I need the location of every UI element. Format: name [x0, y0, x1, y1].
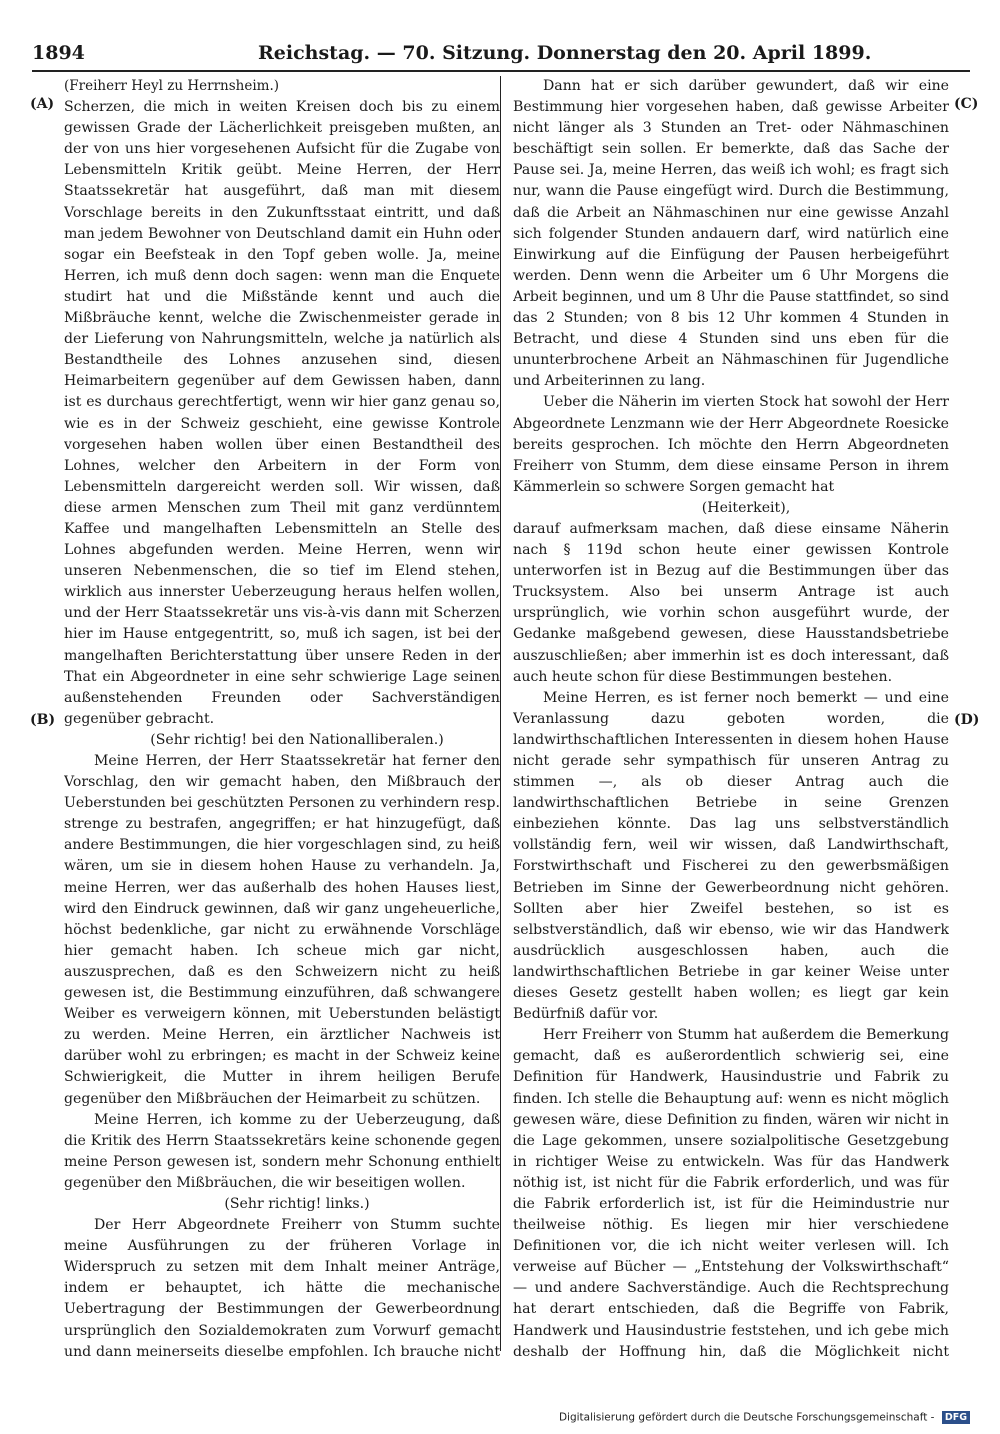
paragraph: Dann hat er sich darüber gewundert, daß wir eine Bestimmung hier vorgesehen haben, daß gewisse Arbeiter nicht länger als 3 Stunden an Tret- oder Nähmaschinen beschäftigt sein sollen. Er bemerkte, daß das Sache der Pause sei. Ja, meine Herren, das weiß ich wohl; es fragt sich nur, wann die Pause eingefügt wird. Durch die Bestimmung, daß die Arbeit an Nähmaschinen nur eine gewisse Anzahl sich folgender Stunden andauern darf, wird natürlich eine Einwirkung auf die Einfügung der Pausen herbeigeführt werden. Denn wenn die Arbeiter um 6 Uhr Morgens die Arbeit beginnen, und um 8 Uhr die Pause stattfindet, so sind das 2 Stunden; von 8 bis 12 Uhr kommen 4 Stunden in Betracht, und diese 4 Stunden sind uns eben für die ununterbrochene Arbeit an Nähmaschinen für Jugendliche und Arbeiterinnen zu lang. — [513, 78, 949, 390]
interjection: (Heiterkeit), — [701, 499, 791, 516]
right-column — [513, 76, 949, 1366]
interjection: (Sehr richtig! bei den Nationalliberalen.) — [150, 731, 444, 748]
footer-text: Digitalisierung gefördert durch die Deutsche Forschungsgemeinschaft - — [558, 1411, 935, 1424]
column-divider — [500, 76, 501, 1351]
dfg-logo: DFG — [942, 1411, 970, 1424]
page-header — [32, 42, 970, 72]
footer — [559, 1411, 970, 1424]
margin-marker-d: (D) — [954, 712, 980, 728]
paragraph: Scherzen, die mich in weiten Kreisen doch bis zu einem gewissen Grade der Lächerlichkeit preisgeben mußten, an der von uns hier vorgesehenen Aufsicht für die Zugabe von Lebensmitteln Kritik geübt. Meine Herren, der Herr Staatssekretär hat ausgeführt, daß man mit diesem Vorschlage bereits in den Zukunftsstaat eintritt, und daß man jedem Bewohner von Deutschland damit ein Huhn oder sogar ein Beefsteak in den Topf geben wolle. Ja, meine Herren, ich muß denn doch sagen: wenn man die Enquete studirt hat und die Mißstände kennt und auch die Mißbräuche kennt, welche die Zwischenmeister gerade in der Lieferung von Nahrungsmitteln, welche ja natürlich als Bestandtheile des Lohnes anzusehen sind, diesen Heimarbeitern gegenüber auf dem Gewissen haben, dann ist es durchaus gerechtfertigt, wenn wir hier ganz genau so, wie es in der Schweiz geschieht, eine gewisse Kontrole vorgesehen haben wollen über einen Bestandtheil des Lohnes, welcher den Arbeitern in der Form von Lebensmitteln dargereicht werden soll. Wir wissen, daß diese armen Menschen zum Theil mit ganz verdünntem Kaffee und mangelhaften Lebensmitteln an Stelle des Lohnes abgefunden werden. Meine Herren, wenn wir unseren Nebenmenschen, die so tief im Elend stehen, wirklich aus innerster Ueberzeugung heraus helfen wollen, und der Herr Staatssekretär uns vis-à-vis dann mit Scherzen hier im Hause entgegentritt, so, muß ich sagen, ist bei der mangelhaften Berichterstattung über unsere Reden in der That ein Abgeordneter in eine sehr schwierige Lage seinen außenstehenden Freunden oder Sachverständigen gegenüber gebracht. — [64, 99, 500, 727]
paragraph: Der Herr Abgeordnete Freiherr von Stumm suchte meine Ausführungen zu der früheren Vorlage in Widerspruch zu setzen mit dem Inhalt meiner Anträge, indem er behauptet, ich hätte die mechanische Uebertragung der Bestimmungen der Gewerbeordnung ursprünglich den Sozialdemokraten zum Vorwurf gemacht und dann meinerseits dieselbe empfohlen. Ich brauche nicht — [64, 1217, 500, 1360]
paragraph: Meine Herren, es ist ferner noch bemerkt — und eine Veranlassung dazu geboten worden, die landwirthschaftlichen Interessenten in diesem hohen Hause nicht gerade sehr sympathisch für unseren Antrag zu stimmen —, als ob dieser Antrag auch die landwirthschaftlichen Betriebe in seine Grenzen einbeziehen könnte. Das lag uns selbstverständlich vollständig fern, weil wir wissen, daß Landwirthschaft, Forstwirthschaft und Fischerei zu den gewerbsmäßigen Betrieben im Sinne der Gewerbeordnung nicht gehören. Sollten aber hier Zweifel bestehen, so ist es selbstverständlich, daß wir ebenso, wie wir das Handwerk ausdrücklich ausgeschlossen haben, auch die landwirthschaftlichen Betriebe in gar keiner Weise unter dieses Gesetz gestellt haben wollen; es liegt gar kein Bedürfniß dafür vor. — [513, 689, 949, 1023]
running-title: Reichstag. — 70. Sitzung. Donnerstag den 20. April 1899. — [258, 42, 872, 64]
margin-marker-b: (B) — [30, 712, 56, 728]
paragraph: Meine Herren, ich komme zu der Ueberzeugung, daß die Kritik des Herrn Staatssekretärs keine schonende gegen meine Person gewesen ist, sondern mehr Schonung enthielt gegenüber den Mißbräuchen, die wir beseitigen wollen. — [64, 1111, 500, 1191]
margin-marker-a: (A) — [30, 96, 55, 112]
paragraph: darauf aufmerksam machen, daß diese einsame Näherin nach § 119d schon heute einer gewissen Kontrole unterworfen ist in Bezug auf die Bestimmungen über das Trucksystem. Also bei unserm Antrage ist auch ursprünglich, wie vorhin schon ausgeführt wurde, der Gedanke maßgebend gewesen, diese Hausstandsbetriebe auszuschließen; aber immerhin ist es doch interessant, daß auch heute schon für diese Bestimmungen bestehen. — [513, 520, 949, 685]
margin-marker-c: (C) — [954, 96, 979, 112]
paragraph: Meine Herren, der Herr Staatssekretär hat ferner den Vorschlag, den wir gemacht haben, den Mißbrauch der Ueberstunden bei geschützten Personen zu verhindern resp. strenge zu bestrafen, angegriffen; er hat hinzugefügt, daß andere Bestimmungen, die hier vorgeschlagen sind, zu heiß wären, um sie in diesem hohen Hause zu verhandeln. Ja, meine Herren, wer das außerhalb des hohen Hauses liest, wird den Eindruck gewinnen, daß wir ganz ungeheuerliche, höchst bedenkliche, gar nicht zu erwähnende Vorschläge hier gemacht haben. Ich scheue mich gar nicht, auszusprechen, daß es den Schweizern nicht zu heiß gewesen ist, die Bestimmung einzuführen, daß schwangere Weiber es verweigern können, mit Ueberstunden belästigt zu werden. Meine Herren, ein ärztlicher Nachweis ist darüber wohl zu erbringen; es macht in der Schweiz keine Schwierigkeit, die Mutter in ihrem heiligen Berufe gegenüber den Mißbräuchen der Heimarbeit zu schützen. — [64, 753, 500, 1107]
paragraph: Ueber die Näherin im vierten Stock hat sowohl der Herr Abgeordnete Lenzmann wie der Herr Abgeordnete Roesicke bereits gesprochen. Ich möchte den Herrn Abgeordneten Freiherr von Stumm, dem diese einsame Person in ihrem Kämmerlein so schwere Sorgen gemacht hat — [513, 394, 949, 495]
page-number: 1894 — [32, 42, 85, 64]
interjection: (Sehr richtig! links.) — [224, 1195, 370, 1212]
paragraph: Herr Freiherr von Stumm hat außerdem die Bemerkung gemacht, daß es außerordentlich schwierig sei, eine Definition für Handwerk, Hausindustrie und Fabrik zu finden. Ich stelle die Behauptung auf: wenn es nicht möglich gewesen wäre, diese Definition zu finden, wären wir nicht in die Lage gekommen, unsere sozialpolitische Gesetzgebung in richtiger Weise zu entwickeln. Was für das Handwerk nöthig ist, ist nicht für die Fabrik erforderlich, und was für die Fabrik erforderlich ist, ist für die Heimindustrie nur theilweise nöthig. Es liegen mir hier verschiedene Definitionen vor, die ich nicht weiter verlesen will. Ich verweise auf Bücher — „Entstehung der Volkswirthschaft“ — und andere Sachverständige. Auch die Rechtsprechung hat derart entschieden, daß die Begriffe von Fabrik, Handwerk und Hausindustrie feststehen, und ich gebe mich deshalb der Hoffnung hin, daß die Möglichkeit nicht — [513, 1027, 949, 1360]
left-column — [64, 76, 500, 1366]
speaker-heading: (Freiherr Heyl zu Herrnsheim.) — [64, 78, 280, 94]
